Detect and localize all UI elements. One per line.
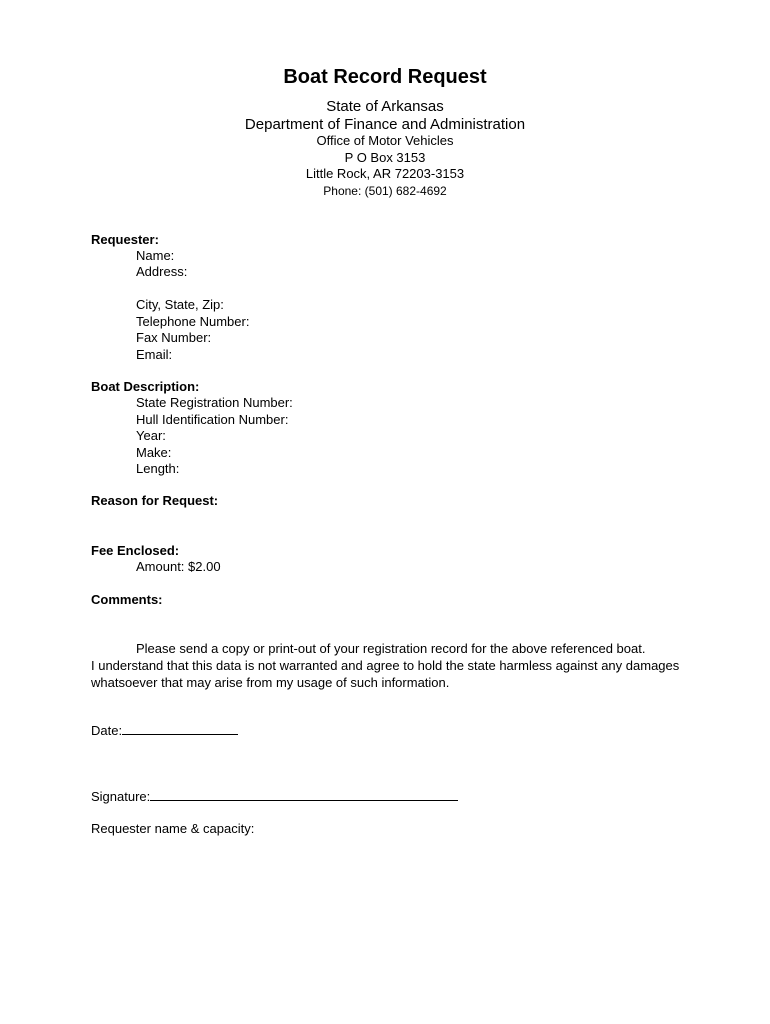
- boat-hull-label: Hull Identification Number:: [136, 412, 289, 427]
- date-line: [91, 722, 238, 738]
- signature-blank[interactable]: [150, 788, 458, 801]
- header-city: Little Rock, AR 72203-3153: [305, 166, 465, 181]
- header-state: State of Arkansas: [326, 98, 444, 115]
- statement-line-1: Please send a copy or print-out of your registration record for the above referenced boat.: [136, 641, 646, 656]
- signature-line: [91, 788, 458, 804]
- requester-address-label: Address:: [136, 264, 188, 279]
- header-phone: Phone: (501) 682-4692: [323, 184, 447, 198]
- signature-label: Signature:: [91, 789, 151, 804]
- requester-name-label: Name:: [136, 248, 175, 263]
- fee-heading: Fee Enclosed:: [91, 543, 180, 558]
- requester-telephone-label: Telephone Number:: [136, 314, 250, 329]
- requester-fax-label: Fax Number:: [136, 330, 212, 345]
- header-department: Department of Finance and Administration: [244, 116, 526, 133]
- boat-registration-label: State Registration Number:: [136, 395, 293, 410]
- reason-heading: Reason for Request:: [91, 493, 219, 508]
- requester-email-label: Email:: [136, 347, 173, 362]
- requester-city-state-zip-label: City, State, Zip:: [136, 297, 224, 312]
- header-office: Office of Motor Vehicles: [316, 133, 454, 148]
- date-label: Date:: [91, 723, 123, 738]
- requester-heading: Requester:: [91, 232, 159, 247]
- statement-rest: I understand that this data is not warranted and agree to hold the state harmless against any damages whatsoever that may arise from my usage of such information.: [91, 658, 680, 690]
- boat-make-label: Make:: [136, 445, 172, 460]
- date-blank[interactable]: [122, 722, 238, 735]
- boat-description-heading: Boat Description:: [91, 379, 200, 394]
- comments-heading: Comments:: [91, 592, 163, 607]
- header-po-box: P O Box 3153: [344, 150, 426, 165]
- statement-paragraph: [91, 640, 691, 691]
- boat-length-label: Length:: [136, 461, 180, 476]
- form-title: Boat Record Request: [283, 66, 487, 88]
- boat-year-label: Year:: [136, 428, 166, 443]
- requester-capacity-label: Requester name & capacity:: [91, 821, 255, 836]
- fee-amount: Amount: $2.00: [136, 559, 221, 574]
